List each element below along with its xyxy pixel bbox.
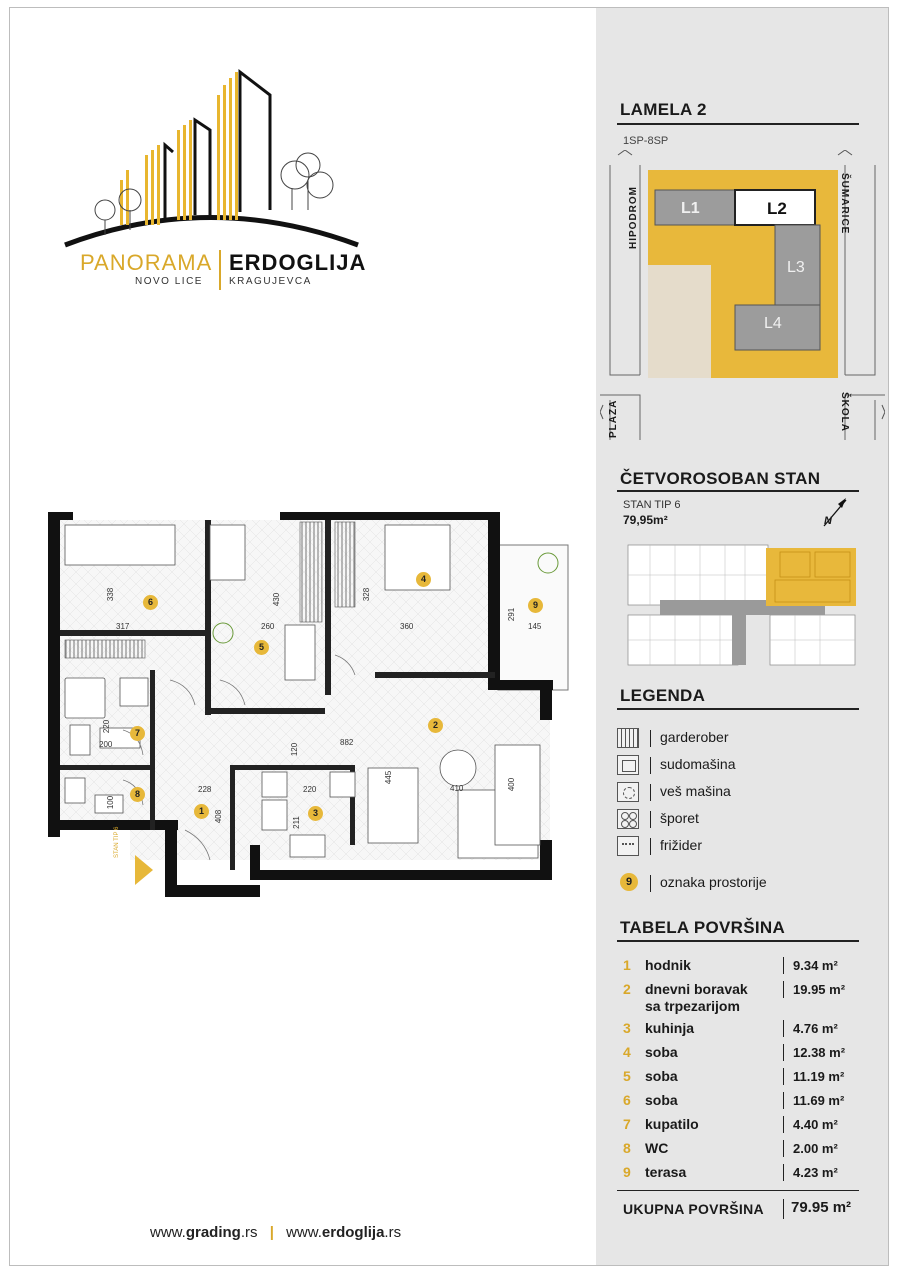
dim-label: 220 — [102, 719, 112, 734]
footer-link-erdoglija[interactable]: www.erdoglija.rs — [286, 1224, 402, 1241]
block-l2: L2 — [767, 199, 787, 218]
total-label: UKUPNA POVRŠINA — [623, 1201, 764, 1217]
floor-plan — [40, 500, 580, 920]
legend-item: frižider — [617, 836, 857, 856]
footer-link-grading[interactable]: www.grading.rs — [150, 1224, 258, 1241]
street-plaza: PLAZA — [608, 399, 619, 438]
block-l1: L1 — [681, 200, 700, 217]
room-badge: 2 — [428, 718, 443, 733]
legend-item: 9 oznaka prostorije — [617, 873, 857, 893]
dim-label: 445 — [384, 770, 394, 785]
stove-icon — [617, 809, 639, 829]
dim-label: 291 — [507, 607, 517, 622]
street-sumarice: ŠUMARICE — [839, 173, 850, 235]
room-badge: 5 — [254, 640, 269, 655]
logo-word-erdoglija: ERDOGLIJA — [229, 250, 367, 275]
dim-label: 328 — [362, 587, 372, 602]
dim-label: 430 — [272, 592, 282, 607]
room-badge: 8 — [130, 787, 145, 802]
dim-label: 211 — [291, 816, 301, 829]
block-l3: L3 — [787, 259, 805, 276]
dim-label: 200 — [99, 740, 113, 749]
block-l4: L4 — [764, 315, 782, 332]
dim-label: 410 — [450, 784, 464, 793]
logo-subtitle-1: NOVO LICE — [135, 276, 203, 287]
legend-item: veš mašina — [617, 782, 857, 802]
footer-separator: | — [269, 1224, 274, 1241]
legend-item: garderober — [617, 728, 857, 748]
legend-item: sudomašina — [617, 755, 857, 775]
room-badge: 6 — [143, 595, 158, 610]
room-badge: 7 — [130, 726, 145, 741]
dim-label: 317 — [116, 622, 130, 631]
washing-machine-icon — [617, 782, 639, 802]
street-skola: ŠKOLA — [839, 392, 850, 432]
dishwasher-icon — [617, 755, 639, 775]
street-hipodrom: HIPODROM — [628, 186, 639, 249]
table-rule — [617, 940, 859, 942]
logo-buildings-icon — [60, 60, 360, 255]
room-badge: 4 — [416, 572, 431, 587]
dim-label: 228 — [198, 785, 212, 794]
room-badge: 1 — [194, 804, 209, 819]
legend-title: LEGENDA — [620, 686, 706, 705]
legend-item: šporet — [617, 809, 857, 829]
entrance-label: STAN TIP 6 — [114, 826, 120, 858]
lamela-title: LAMELA 2 — [620, 100, 707, 119]
footer-links — [150, 1224, 401, 1241]
unit-rule — [617, 490, 859, 492]
dim-label: 260 — [261, 622, 275, 631]
room-badge: 9 — [528, 598, 543, 613]
total-rule — [617, 1190, 859, 1191]
lamela-rule — [617, 123, 859, 125]
logo-divider — [219, 250, 221, 290]
room-number-icon: 9 — [620, 873, 638, 891]
north-label: N — [824, 515, 832, 527]
room-badge: 3 — [308, 806, 323, 821]
unit-type: STAN TIP 6 — [623, 499, 681, 511]
dim-label: 145 — [528, 622, 542, 631]
dim-label: 408 — [214, 809, 224, 824]
logo-word-panorama: PANORAMA — [80, 250, 213, 275]
unit-area: 79,95m² — [623, 513, 668, 527]
building-key-plan — [620, 540, 865, 670]
dim-label: 100 — [106, 795, 116, 810]
dim-label: 360 — [400, 622, 414, 631]
table-title: TABELA POVRŠINA — [620, 918, 786, 937]
legend-rule — [617, 708, 859, 710]
dim-label: 882 — [340, 738, 354, 747]
unit-title: ČETVOROSOBAN STAN — [620, 469, 821, 488]
dim-label: 400 — [507, 777, 517, 792]
wardrobe-icon — [617, 728, 639, 748]
dim-label: 338 — [106, 587, 116, 602]
total-value: 79.95 m² — [791, 1199, 852, 1216]
total-divider — [783, 1199, 784, 1219]
fridge-icon — [617, 836, 639, 856]
dim-label: 120 — [290, 742, 300, 757]
lamela-floors: 1SP-8SP — [623, 135, 669, 147]
dim-label: 220 — [303, 785, 317, 794]
logo-subtitle-2: KRAGUJEVCA — [229, 276, 312, 287]
